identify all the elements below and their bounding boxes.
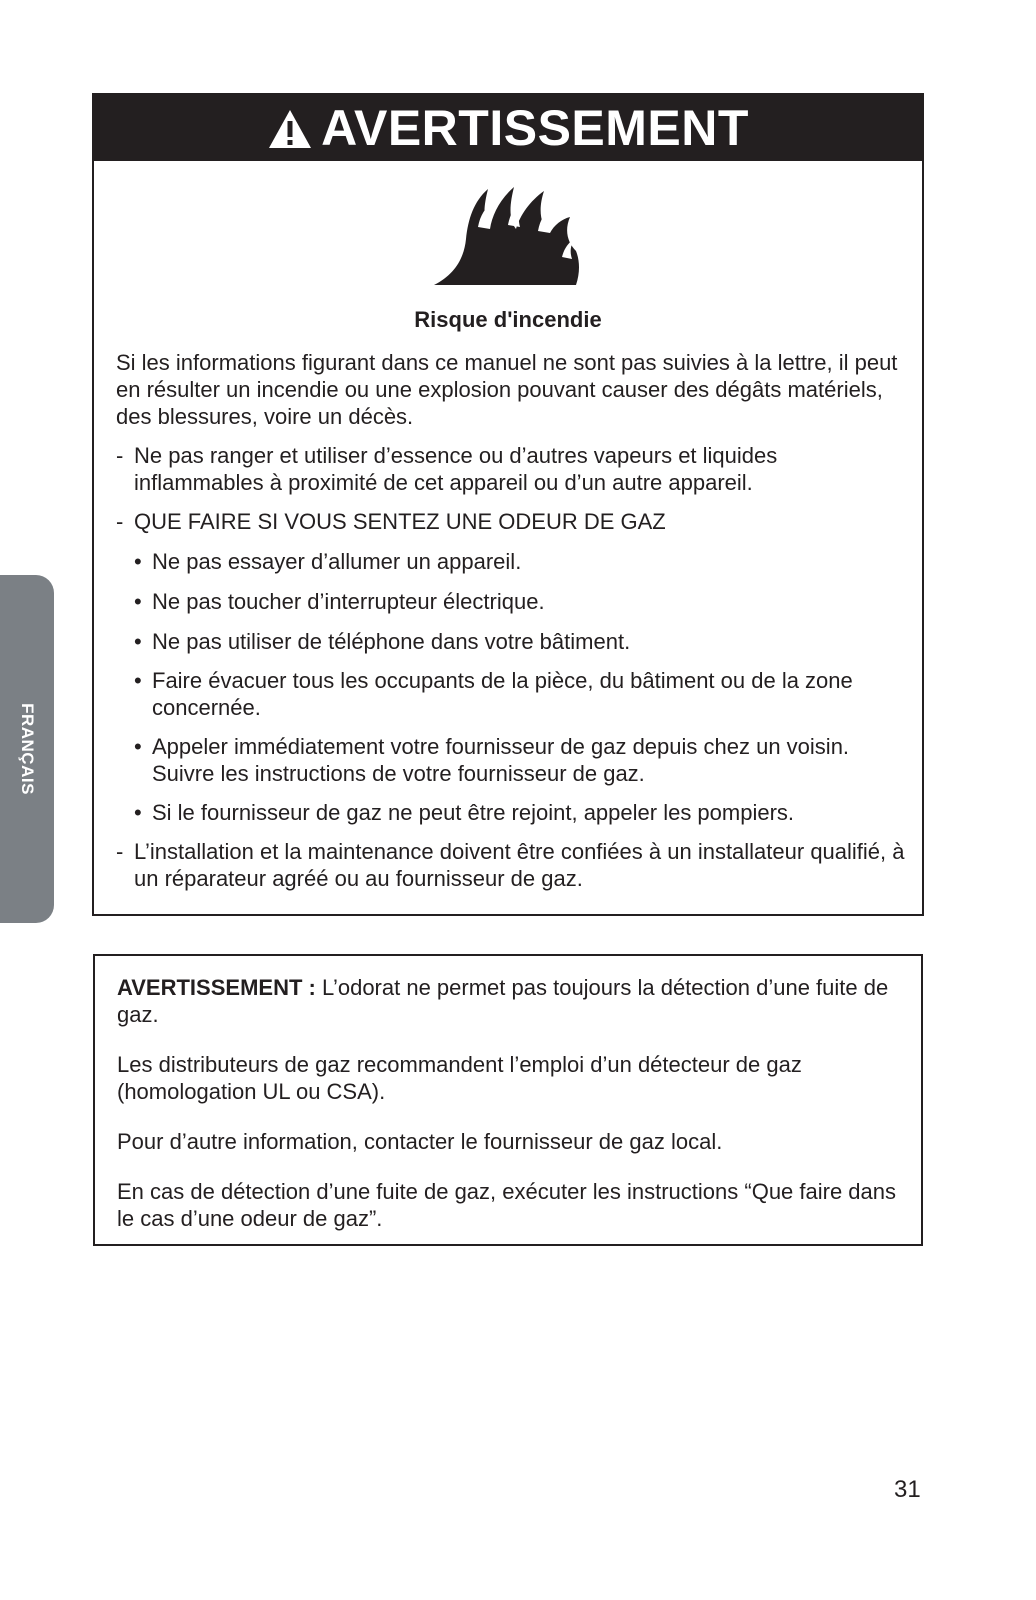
gas-step: • Faire évacuer tous les occupants de la pièce, du bâtiment ou de la zone concernée. [134,668,853,720]
warning-box [92,93,924,916]
warning-item: - Ne pas ranger et utiliser d’essence ou d’autres vapeurs et liquides inflammables à proximité de cet appareil ou d’un autre appareil. [116,443,778,495]
gas-step: • Ne pas toucher d’interrupteur électrique. [134,589,545,614]
hazard-title: Risque d'incendie [414,307,602,332]
info-lead-text: L’odorat ne permet pas toujours la détection d’une fuite de gaz. [117,975,889,1027]
warning-intro: Si les informations figurant dans ce manuel ne sont pas suivies à la lettre, il peut en résulter un incendie ou une explosion pouvant causer des dégâts matériels, des blessures, voire un décès. [116,350,898,429]
language-side-tab [0,575,54,923]
flame-icon [434,179,584,289]
warning-body [116,349,906,892]
warning-header [94,95,922,161]
gas-step: • Si le fournisseur de gaz ne peut être rejoint, appeler les pompiers. [134,800,795,825]
warning-item: - L’installation et la maintenance doivent être confiées à un installateur qualifié, à un réparateur agréé ou au fournisseur de gaz. [116,839,905,891]
info-paragraph: Pour d’autre information, contacter le fournisseur de gaz local. [117,1129,723,1154]
info-paragraph: En cas de détection d’une fuite de gaz, exécuter les instructions “Que faire dans le cas d’une odeur de gaz”. [117,1179,897,1231]
info-lead [117,974,907,1028]
gas-step: • Ne pas utiliser de téléphone dans votre bâtiment. [134,629,631,654]
gas-step: • Ne pas essayer d’allumer un appareil. [134,549,522,574]
gas-step: • Appeler immédiatement votre fournisseur de gaz depuis chez un voisin. Suivre les instructions de votre fournisseur de gaz. [134,734,850,786]
gas-odor-heading: - QUE FAIRE SI VOUS SENTEZ UNE ODEUR DE GAZ [116,509,666,534]
info-box [93,954,923,1246]
language-label: FRANÇAIS [18,703,37,795]
info-paragraph: Les distributeurs de gaz recommandent l’emploi d’un détecteur de gaz (homologation UL ou CSA). [117,1052,802,1104]
page-number: 31 [894,1476,921,1503]
info-lead-bold: AVERTISSEMENT : [117,975,316,1000]
info-body [117,974,907,1232]
warning-triangle-icon [267,108,313,150]
warning-header-text: AVERTISSEMENT [321,100,749,156]
